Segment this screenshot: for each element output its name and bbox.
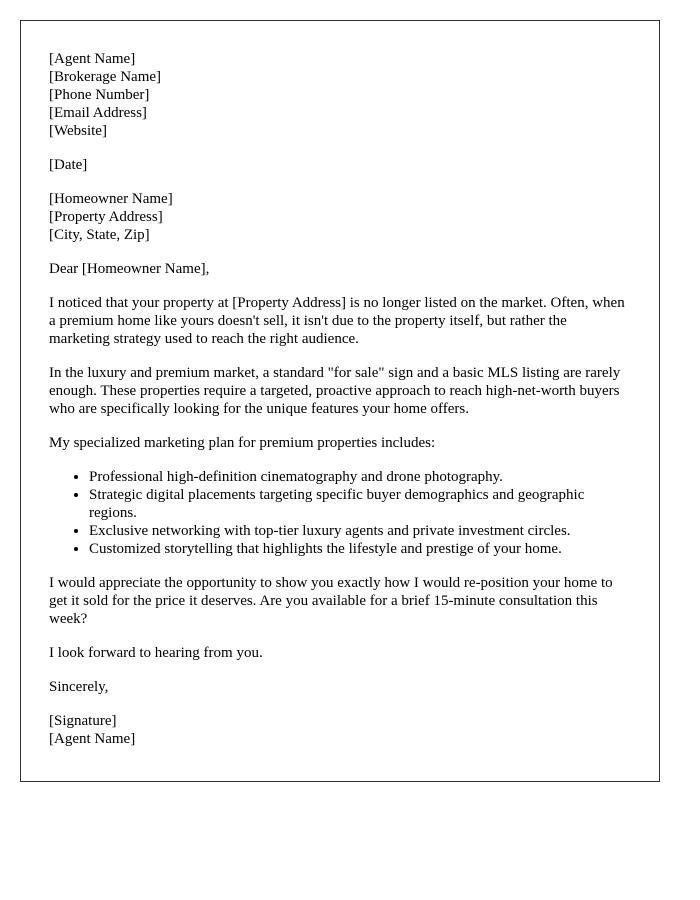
letter-date: [Date] (49, 157, 88, 173)
list-item: • Professional high-definition cinematography and drone photography. (89, 468, 631, 486)
recipient-city-state-zip: [City, State, Zip] (49, 227, 150, 243)
sender-agent-name: [Agent Name] (49, 51, 136, 67)
body-paragraph: My specialized marketing plan for premium properties includes: (49, 435, 436, 451)
letter-document (20, 20, 660, 782)
closing-paragraph: I would appreciate the opportunity to show you exactly how I would re-position your home to get it sold for the price it deserves. Are you available for a brief 15-minute consultation this week? (49, 575, 613, 627)
salutation: Dear [Homeowner Name], (49, 261, 210, 277)
body-paragraph: I noticed that your property at [Property Address] is no longer listed on the market. Often, when a premium home like yours doesn't sell, it isn't due to the property itself, but rather the marketing strategy used to reach the right audience. (49, 295, 625, 347)
body-paragraph: In the luxury and premium market, a standard "for sale" sign and a basic MLS listing are rarely enough. These properties require a targeted, proactive approach to reach high-net-worth buyers who are specifically looking for the unique features your home offers. (49, 365, 621, 417)
list-item: • Exclusive networking with top-tier luxury agents and private investment circles. (89, 522, 631, 540)
recipient-homeowner-name: [Homeowner Name] (49, 191, 173, 207)
sender-block (49, 50, 631, 140)
sender-email-address: [Email Address] (49, 105, 147, 121)
sender-phone-number: [Phone Number] (49, 87, 150, 103)
signature-block (49, 712, 631, 748)
sender-brokerage-name: [Brokerage Name] (49, 69, 162, 85)
signature-line: [Signature] (49, 713, 117, 729)
sign-off: Sincerely, (49, 679, 109, 695)
list-item: • Strategic digital placements targeting specific buyer demographics and geographic regions. (89, 486, 631, 522)
recipient-property-address: [Property Address] (49, 209, 163, 225)
list-item: • Customized storytelling that highlights the lifestyle and prestige of your home. (89, 540, 631, 558)
sender-website: [Website] (49, 123, 107, 139)
closing-paragraph: I look forward to hearing from you. (49, 645, 263, 661)
signature-agent-name: [Agent Name] (49, 731, 136, 747)
marketing-plan-list (49, 468, 631, 558)
date-block (49, 156, 631, 174)
recipient-block (49, 190, 631, 244)
